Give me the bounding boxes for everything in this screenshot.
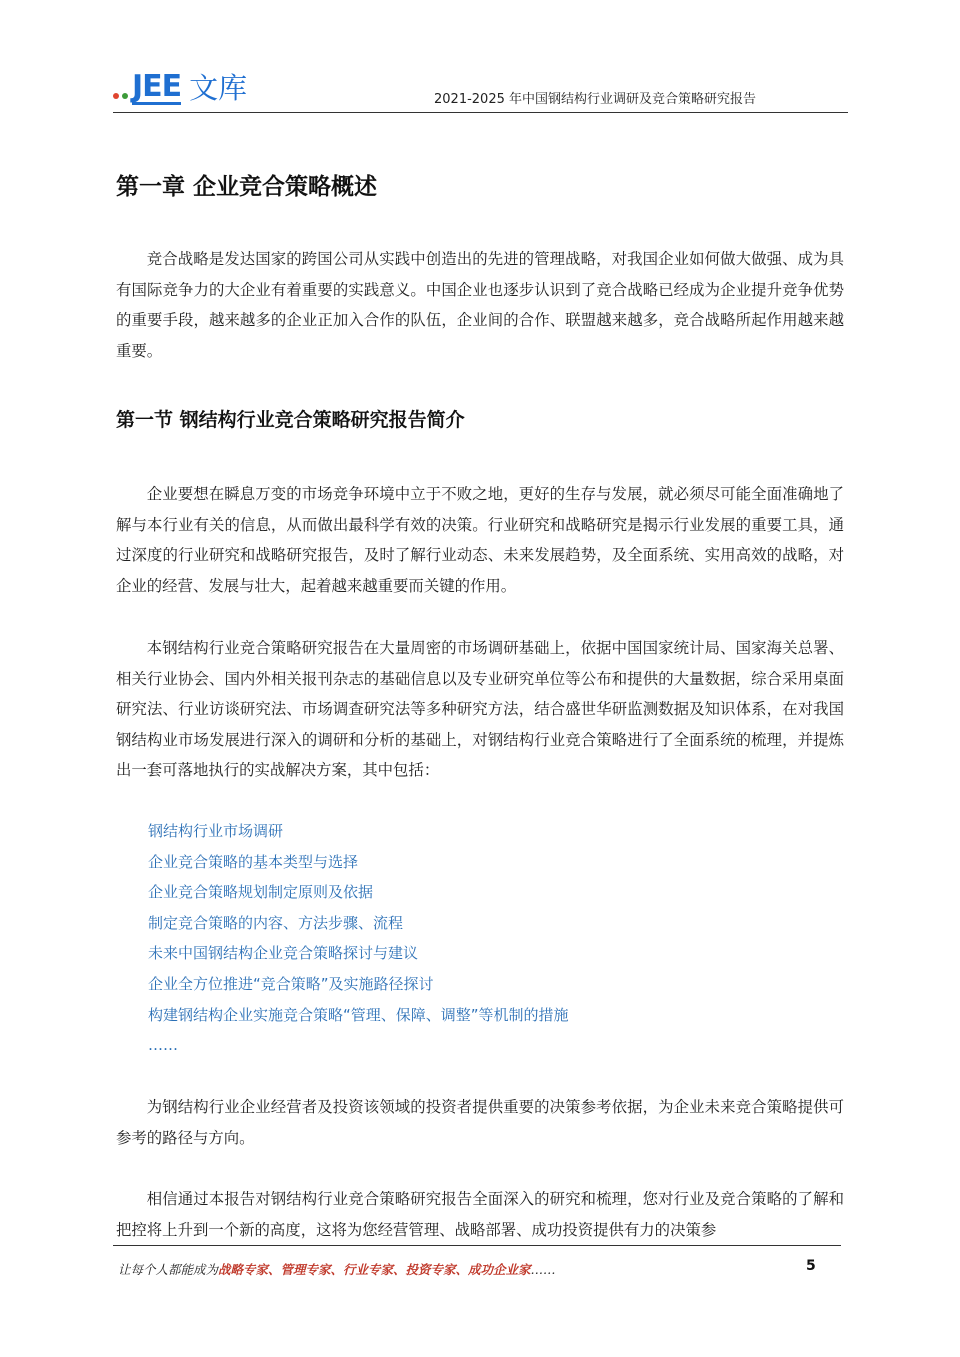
section-title: 第一节 钢结构行业竞合策略研究报告简介 [116,409,465,431]
logo-dot-green [122,93,128,99]
logo-mark: JEE [132,68,182,104]
list-item[interactable]: 制定竞合策略的内容、方法步骤、流程 [148,913,404,932]
paragraph-report-method: 本钢结构行业竞合策略研究报告在大量周密的市场调研基础上，依据中国国家统计局、国家海关总署、相关行业协会、国内外相关报刊杂志的基础信息以及专业研究单位等公布和提供的大量数据，综合采用桌面研究法、行业访谈研究法、市场调查研究法等多种研究方法，结合盛世华研监测数据及知识体系，在对我国钢结构业市场发展进行深入的调研和分析的基础上，对钢结构行业竞合策略进行了全面系统的梳理，并提炼出一套可落地执行的实战解决方案，其中包括： [116,639,844,779]
footer-divider [113,1245,841,1246]
paragraph-research-importance: 企业要想在瞬息万变的市场竞争环境中立于不败之地，更好的生存与发展，就必须尽可能全面准确地了解与本行业有关的信息，从而做出最科学有效的决策。行业研究和战略研究是揭示行业发展的重要工具，通过深度的行业研究和战略研究报告，及时了解行业动态、未来发展趋势，及全面系统、实用高效的战略，对企业的经营、发展与壮大，起着越来越重要而关键的作用。 [116,485,844,595]
footer-prefix: 让每个人都能成为 [118,1262,219,1277]
list-item-ellipsis: …… [148,1036,178,1055]
paragraph-intro: 竞合战略是发达国家的跨国公司从实践中创造出的先进的管理战略，对我国企业如何做大做强、成为具有国际竞争力的大企业有着重要的实践意义。中国企业也逐步认识到了竞合战略已经成为企业提升竞争优势的重要手段，越来越多的企业正加入合作的队伍，企业间的合作、联盟越来越多，竞合战略所起作用越来越重要。 [116,250,844,360]
paragraph-conclusion: 相信通过本报告对钢结构行业竞合策略研究报告全面深入的研究和梳理，您对行业及竞合策略的了解和把控将上升到一个新的高度，这将为您经营管理、战略部署、成功投资提供有力的决策参 [116,1190,844,1239]
chapter-title: 第一章 企业竞合策略概述 [116,174,378,200]
logo-text: 文库 [189,71,248,105]
list-item[interactable]: 钢结构行业市场调研 [148,822,284,840]
list-item[interactable]: 未来中国钢结构企业竞合策略探讨与建议 [148,944,419,963]
logo-dot-red [113,93,119,99]
footer-suffix: …… [530,1262,556,1277]
contents-list [148,816,569,1061]
footer-highlight: 战略专家、管理专家、行业专家、投资专家、成功企业家 [218,1262,531,1277]
list-item[interactable]: 企业全方位推进“竞合策略”及实施路径探讨 [148,974,434,993]
page-number: 5 [806,1258,816,1274]
list-item[interactable]: 企业竞合策略的基本类型与选择 [148,852,359,871]
list-item[interactable]: 构建钢结构企业实施竞合策略“管理、保障、调整”等机制的措施 [148,1005,569,1024]
header-title: 2021-2025 年中国钢结构行业调研及竞合策略研究报告 [434,92,756,107]
list-item[interactable]: 企业竞合策略规划制定原则及依据 [148,883,374,902]
footer-slogan [118,1260,556,1278]
logo [113,68,247,108]
paragraph-purpose: 为钢结构行业企业经营者及投资该领域的投资者提供重要的决策参考依据，为企业未来竞合策略提供可参考的路径与方向。 [116,1098,844,1147]
page-header [113,66,848,113]
